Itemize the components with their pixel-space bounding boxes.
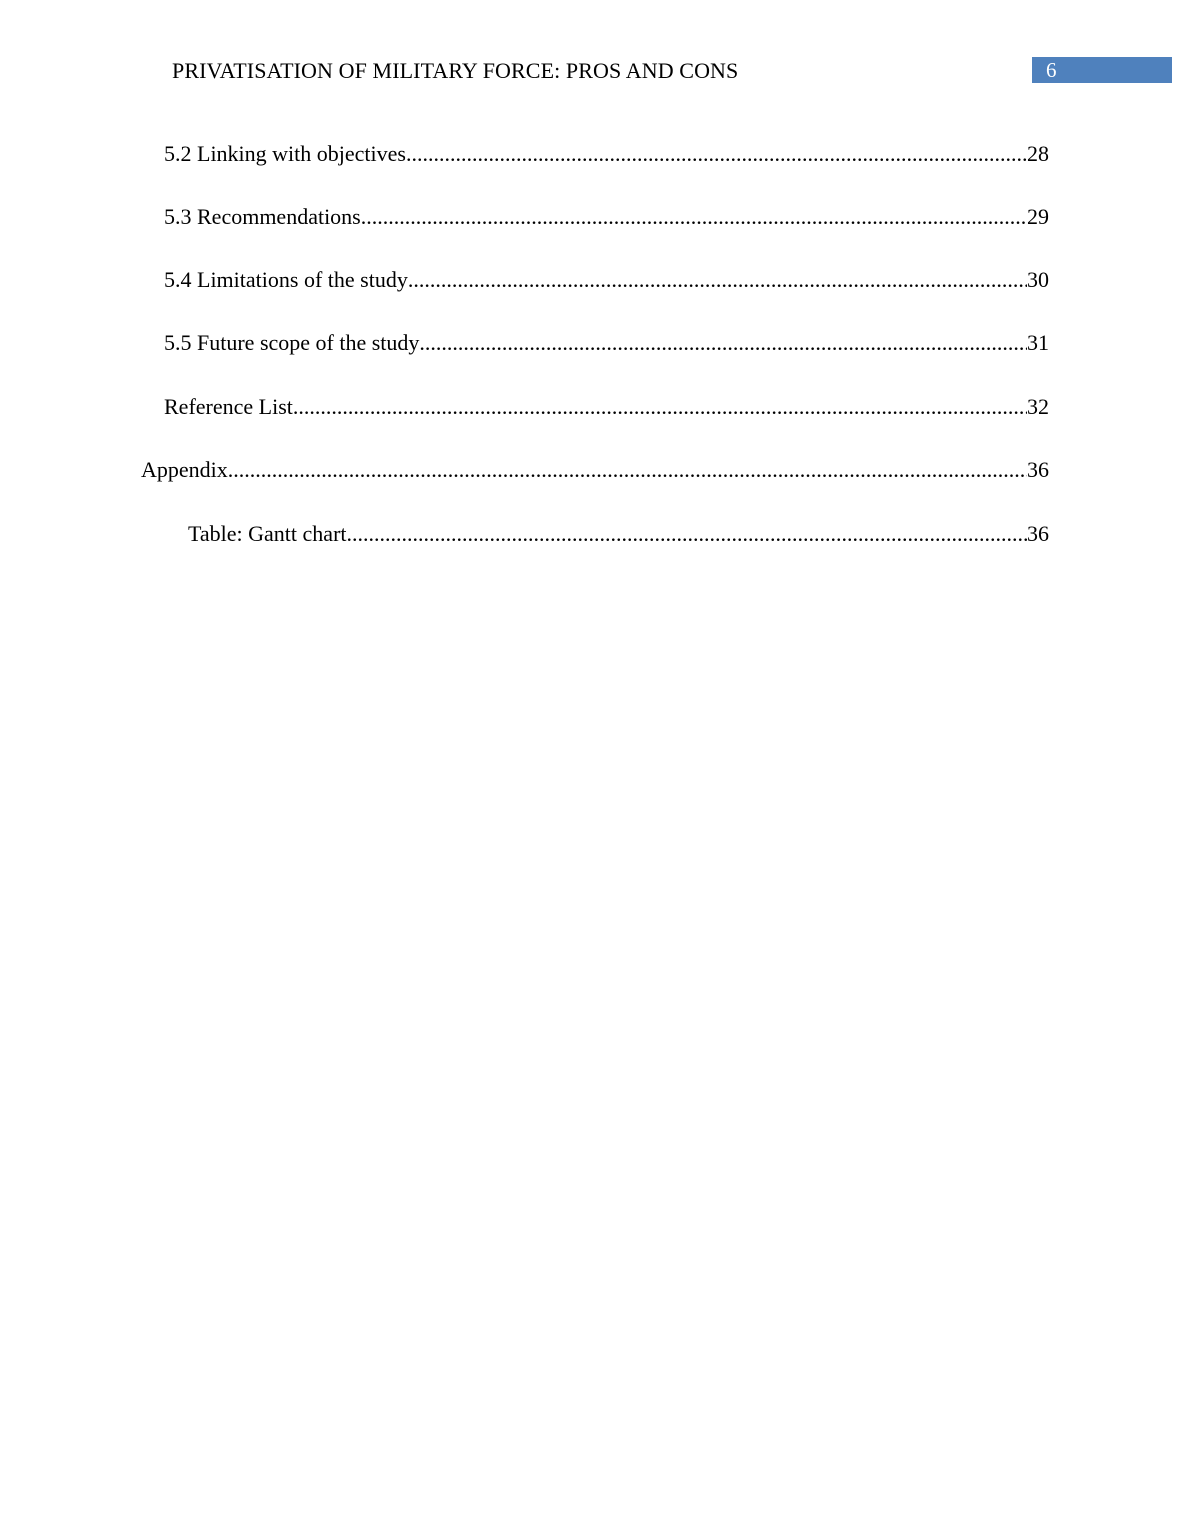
toc-dot-leader	[408, 265, 1027, 295]
toc-dot-leader	[293, 392, 1027, 422]
toc-dot-leader	[347, 519, 1027, 549]
toc-entry-label: Reference List	[164, 394, 293, 419]
running-header-title: PRIVATISATION OF MILITARY FORCE: PROS AND CONS	[172, 58, 739, 83]
toc-dot-leader	[406, 139, 1027, 169]
toc-entry-recommendations[interactable]	[164, 202, 1049, 232]
toc-entry-appendix[interactable]	[141, 455, 1049, 485]
toc-dot-leader	[361, 202, 1027, 232]
toc-entry-label: 5.3 Recommendations	[164, 204, 361, 229]
toc-entry-page: 36	[1027, 457, 1049, 482]
page-number-badge	[1032, 57, 1172, 83]
toc-entry-linking-with-objectives[interactable]	[164, 139, 1049, 169]
toc-entry-page: 29	[1027, 204, 1049, 229]
toc-entry-label: 5.5 Future scope of the study	[164, 330, 420, 355]
toc-entry-future-scope[interactable]	[164, 328, 1049, 358]
toc-entry-label: Table: Gantt chart	[188, 521, 347, 546]
toc-entry-reference-list[interactable]	[164, 392, 1049, 422]
toc-entry-label: 5.4 Limitations of the study	[164, 267, 408, 292]
page-number: 6	[1046, 58, 1057, 82]
toc-entry-label: 5.2 Linking with objectives	[164, 141, 406, 166]
toc-entry-page: 28	[1027, 141, 1049, 166]
toc-entry-page: 36	[1027, 521, 1049, 546]
toc-entry-page: 32	[1027, 394, 1049, 419]
toc-entry-limitations[interactable]	[164, 265, 1049, 295]
toc-entry-page: 31	[1027, 330, 1049, 355]
toc-entry-page: 30	[1027, 267, 1049, 292]
toc-dot-leader	[228, 455, 1027, 485]
toc-entry-gantt-chart[interactable]	[188, 519, 1049, 549]
toc-dot-leader	[419, 328, 1027, 358]
toc-entry-label: Appendix	[141, 457, 228, 482]
